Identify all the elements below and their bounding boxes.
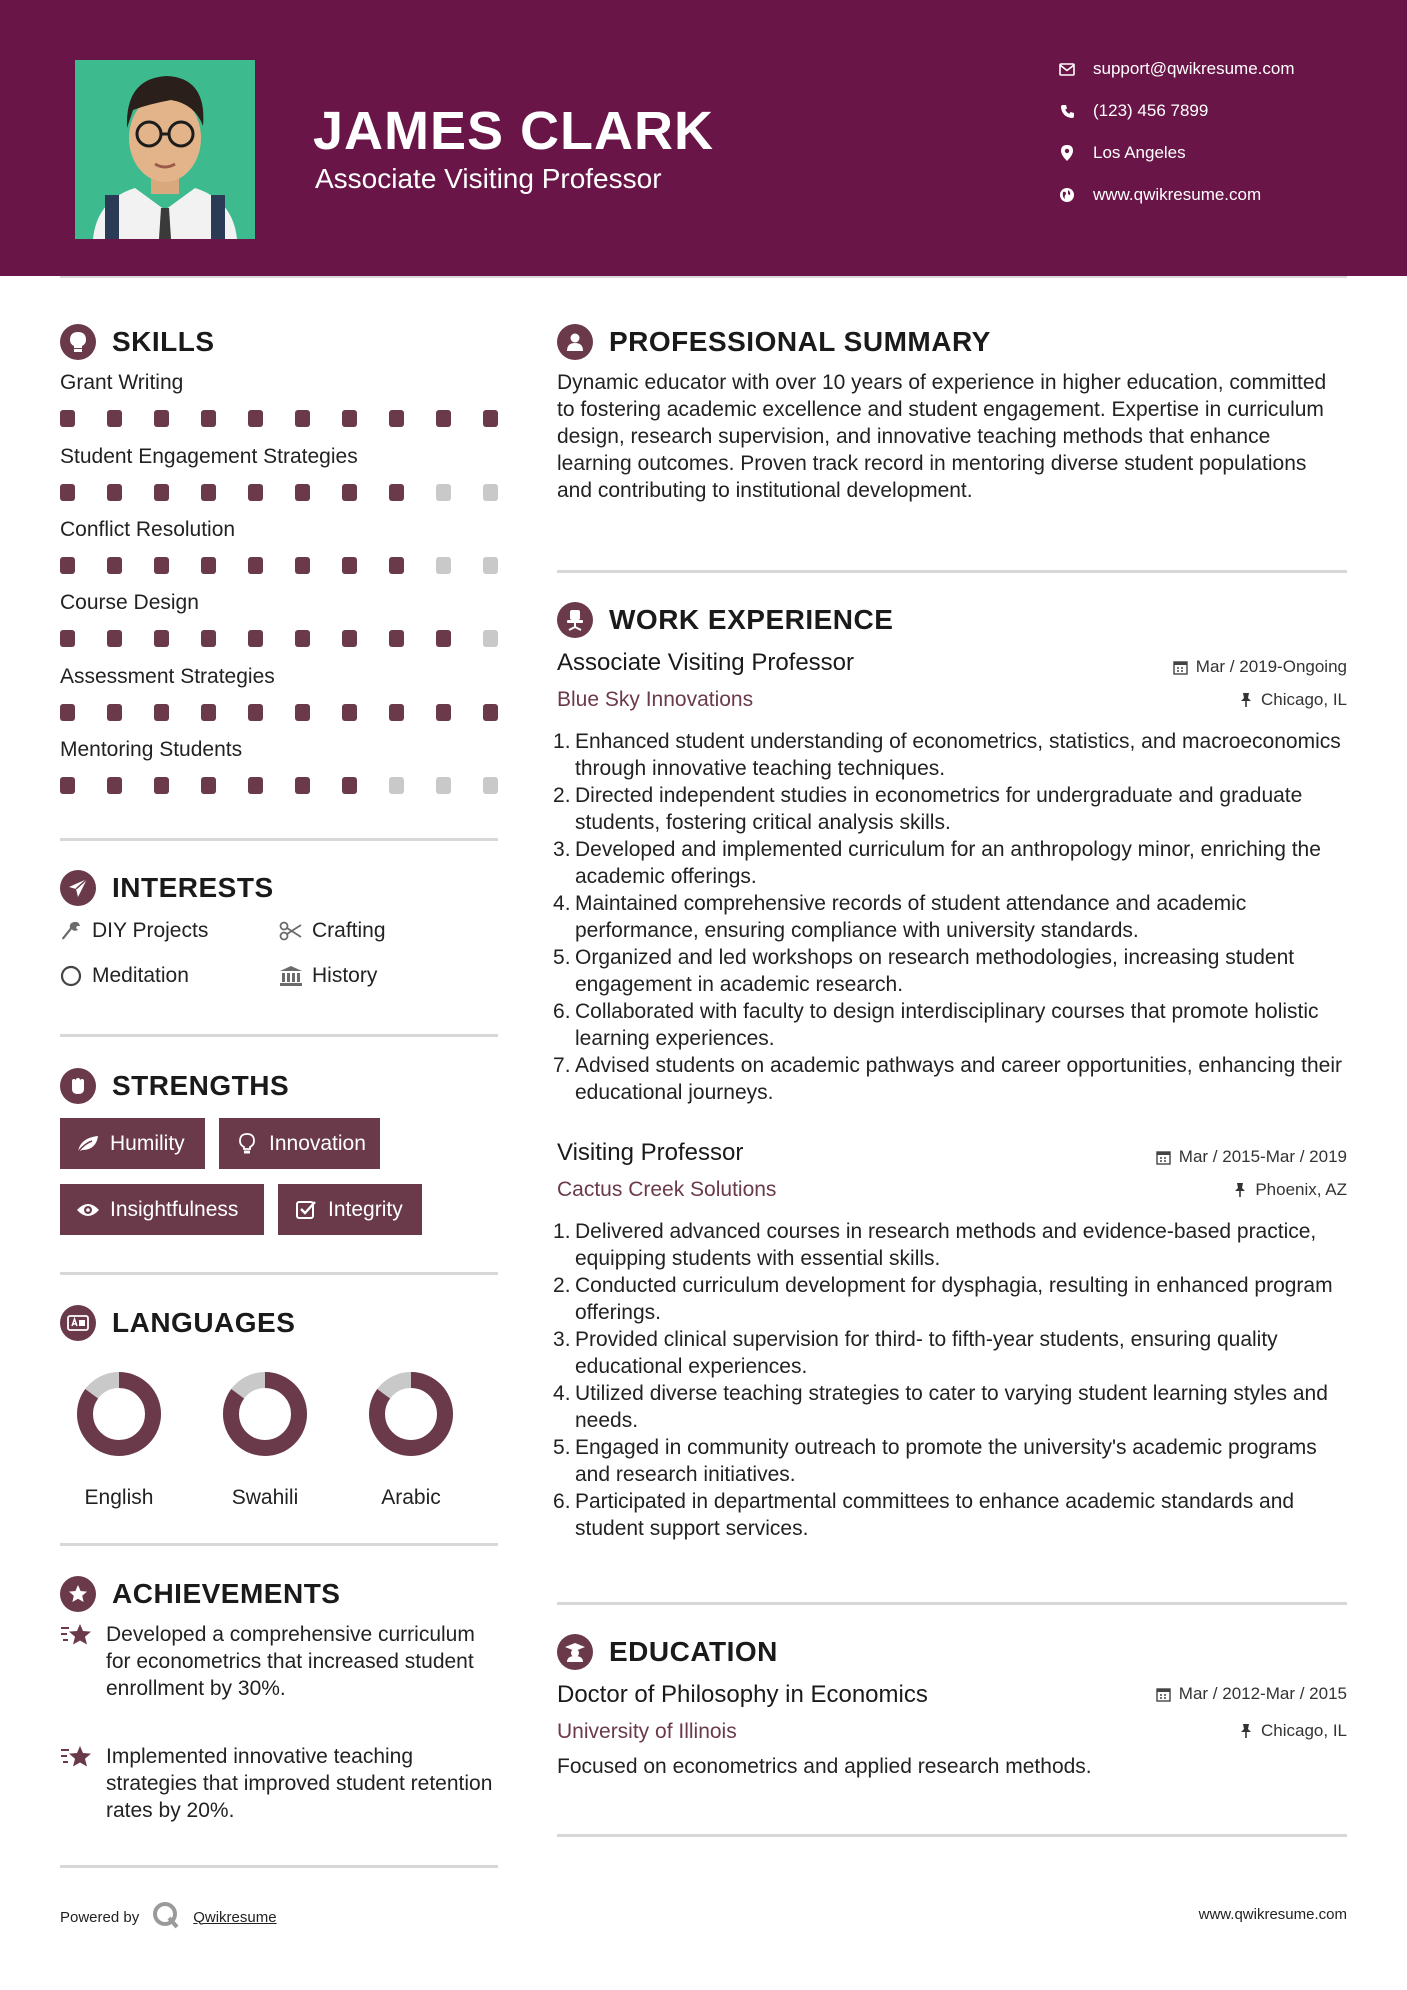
rating-dot-filled [295, 777, 310, 794]
language-icon [60, 1305, 96, 1341]
calendar-icon [1155, 1685, 1173, 1703]
rating-dot-filled [154, 484, 169, 501]
education-description: Focused on econometrics and applied research methods. [557, 1755, 1092, 1778]
graduate-icon [557, 1634, 593, 1670]
rating-dot-filled [248, 630, 263, 647]
section-divider [557, 1602, 1347, 1605]
rating-dot-filled [295, 630, 310, 647]
contact-phone[interactable] [1055, 96, 1385, 126]
contact-email[interactable] [1055, 54, 1385, 84]
museum-icon [278, 963, 304, 989]
calendar-icon [1155, 1148, 1173, 1166]
rating-dot-filled [60, 704, 75, 721]
rating-dot-filled [107, 410, 122, 427]
list-item: Engaged in community outreach to promote the university's academic programs and research initiatives. [575, 1436, 1317, 1486]
rating-dot-filled [107, 557, 122, 574]
rating-dot-filled [436, 410, 451, 427]
office-chair-icon [557, 602, 593, 638]
rating-dot-filled [295, 557, 310, 574]
rating-dot-filled [60, 484, 75, 501]
rating-dot-filled [107, 484, 122, 501]
rating-dot-filled [201, 704, 216, 721]
rating-dot-filled [60, 630, 75, 647]
rating-dot-filled [342, 484, 357, 501]
rating-dot-filled [60, 557, 75, 574]
job-responsibilities [557, 728, 1347, 1106]
header-divider [60, 276, 1347, 278]
scissors-icon [278, 918, 304, 944]
rating-dot-filled [107, 704, 122, 721]
list-item: Maintained comprehensive records of student attendance and academic performance, ensuring compliance with university standards. [575, 892, 1247, 942]
skill-grant-writing: Grant Writing [60, 371, 500, 427]
list-item: Developed and implemented curriculum for an anthropology minor, enriching the academic offerings. [575, 838, 1321, 888]
rating-dot-filled [60, 777, 75, 794]
job-dates: Mar / 2015-Mar / 2019 [1155, 1147, 1347, 1167]
section-divider [60, 1865, 498, 1868]
list-item: Delivered advanced courses in research methods and evidence-based practice, equipping students with essential skills. [575, 1220, 1317, 1270]
rating-dot-empty [436, 557, 451, 574]
achievements-heading: ACHIEVEMENTS [60, 1574, 340, 1614]
skill-rating [60, 704, 498, 721]
job-title: Visiting Professor [557, 1139, 744, 1166]
strength-insightfulness: Insightfulness [60, 1184, 264, 1235]
job-company: Blue Sky Innovations [557, 688, 754, 711]
pushpin-icon [1237, 691, 1255, 709]
lightbulb-icon [233, 1130, 261, 1158]
rating-dot-filled [389, 630, 404, 647]
language-swahili: Swahili [200, 1366, 330, 1510]
rating-dot-filled [201, 630, 216, 647]
language-level-ring [363, 1366, 459, 1462]
interests-heading: INTERESTS [60, 868, 274, 908]
footer-url[interactable]: www.qwikresume.com [1198, 1906, 1347, 1923]
wrench-icon [58, 918, 84, 944]
job-title: Associate Visiting Professor [557, 649, 855, 676]
achievement-item: Implemented innovative teaching strategies that improved student retention rates by 20%. [60, 1744, 500, 1824]
summary-text: Dynamic educator with over 10 years of experience in higher education, committed to fostering academic excellence and student engagement. Expertise in curriculum design, research supervision, and innovative teaching methods that enhance learning outcomes. Proven track record in mentoring diverse student populations and contributing to institutional development. [557, 371, 1327, 502]
rating-dot-filled [436, 630, 451, 647]
education-heading: EDUCATION [557, 1632, 778, 1672]
section-divider [60, 838, 498, 841]
rating-dot-filled [389, 410, 404, 427]
avatar [75, 60, 255, 239]
contact-website-text: www.qwikresume.com [1093, 185, 1262, 204]
list-item: Conducted curriculum development for dysphagia, resulting in enhanced program offerings. [575, 1274, 1333, 1324]
rating-dot-filled [342, 630, 357, 647]
rating-dot-filled [295, 704, 310, 721]
skill-rating [60, 557, 498, 574]
languages-heading: LANGUAGES [60, 1303, 295, 1343]
list-item: Organized and led workshops on research methodologies, increasing student engagement in academic research. [575, 946, 1295, 996]
rating-dot-empty [436, 777, 451, 794]
rating-dot-empty [483, 557, 498, 574]
contact-location-text: Los Angeles [1093, 143, 1186, 162]
skill-rating [60, 777, 498, 794]
education-location: Chicago, IL [1237, 1721, 1347, 1741]
list-item: Provided clinical supervision for third- to fifth-year students, ensuring quality educational experiences. [575, 1328, 1278, 1378]
list-item: Enhanced student understanding of econometrics, statistics, and macroeconomics through innovative teaching techniques. [575, 730, 1341, 780]
rating-dot-filled [60, 410, 75, 427]
lightbulb-icon [60, 324, 96, 360]
pushpin-icon [1237, 1722, 1255, 1740]
rating-dot-filled [389, 557, 404, 574]
rating-dot-filled [154, 704, 169, 721]
job-company: Cactus Creek Solutions [557, 1178, 777, 1201]
section-divider [60, 1034, 498, 1037]
strength-innovation: Innovation [219, 1118, 380, 1169]
language-arabic: Arabic [346, 1366, 476, 1510]
rating-dot-filled [295, 410, 310, 427]
section-divider [557, 1834, 1347, 1837]
qwikresume-link[interactable]: Qwikresume [193, 1908, 277, 1926]
skill-conflict-resolution: Conflict Resolution [60, 518, 500, 574]
job-location: Chicago, IL [1237, 690, 1347, 710]
rating-dot-filled [248, 484, 263, 501]
rating-dot-filled [154, 777, 169, 794]
interest-diy-projects: DIY Projects [58, 916, 208, 946]
interest-meditation: Meditation [58, 961, 189, 991]
rating-dot-filled [201, 410, 216, 427]
job-responsibilities [557, 1218, 1347, 1542]
contact-phone-text: (123) 456 7899 [1093, 101, 1209, 120]
checkbox-icon [292, 1196, 320, 1224]
qwikresume-logo-icon [151, 1900, 181, 1934]
rating-dot-filled [389, 704, 404, 721]
skills-heading: SKILLS [60, 322, 215, 362]
circle-icon [58, 963, 84, 989]
school-name: University of Illinois [557, 1720, 737, 1743]
user-icon [557, 324, 593, 360]
rating-dot-filled [248, 777, 263, 794]
achievement-item: Developed a comprehensive curriculum for econometrics that increased student enrollment by 30%. [60, 1622, 500, 1702]
rating-dot-filled [295, 484, 310, 501]
fist-icon [60, 1068, 96, 1104]
interest-history: History [278, 961, 377, 991]
rating-dot-empty [483, 777, 498, 794]
education-dates: Mar / 2012-Mar / 2015 [1155, 1684, 1347, 1704]
interest-crafting: Crafting [278, 916, 386, 946]
rating-dot-empty [483, 484, 498, 501]
rating-dot-filled [107, 630, 122, 647]
rating-dot-filled [201, 557, 216, 574]
experience-heading: WORK EXPERIENCE [557, 600, 893, 640]
rating-dot-filled [342, 557, 357, 574]
language-level-ring [71, 1366, 167, 1462]
contact-email-text: support@qwikresume.com [1093, 59, 1295, 78]
strength-humility: Humility [60, 1118, 205, 1169]
strengths-heading: STRENGTHS [60, 1066, 289, 1106]
candidate-title: Associate Visiting Professor [315, 163, 662, 194]
map-pin-icon [1055, 141, 1079, 165]
profile-photo [75, 60, 255, 239]
skill-mentoring-students: Mentoring Students [60, 738, 500, 794]
rating-dot-filled [342, 410, 357, 427]
list-item: Collaborated with faculty to design interdisciplinary courses that promote holistic learning experiences. [575, 1000, 1319, 1050]
rating-dot-filled [201, 777, 216, 794]
language-english: English [54, 1366, 184, 1510]
rating-dot-filled [248, 410, 263, 427]
phone-icon [1055, 99, 1079, 123]
rating-dot-filled [107, 777, 122, 794]
rating-dot-empty [436, 484, 451, 501]
strength-integrity: Integrity [278, 1184, 422, 1235]
pushpin-icon [1231, 1181, 1249, 1199]
rating-dot-filled [248, 557, 263, 574]
star-icon [60, 1744, 92, 1774]
list-item: Participated in departmental committees to enhance academic standards and student support services. [575, 1490, 1295, 1540]
rating-dot-filled [483, 704, 498, 721]
globe-icon [1055, 183, 1079, 207]
candidate-name: JAMES CLARK [313, 101, 715, 161]
section-divider [60, 1543, 498, 1546]
list-item: Utilized diverse teaching strategies to cater to varying student learning styles and needs. [575, 1382, 1328, 1432]
leaf-icon [74, 1130, 102, 1158]
rating-dot-filled [154, 410, 169, 427]
star-icon [60, 1622, 92, 1652]
rating-dot-filled [248, 704, 263, 721]
skill-course-design: Course Design [60, 591, 500, 647]
summary-heading: PROFESSIONAL SUMMARY [557, 322, 991, 362]
paper-plane-icon [60, 870, 96, 906]
job-location: Phoenix, AZ [1231, 1180, 1347, 1200]
skill-rating [60, 410, 498, 427]
envelope-icon [1055, 57, 1079, 81]
star-badge-icon [60, 1576, 96, 1612]
rating-dot-filled [201, 484, 216, 501]
degree-title: Doctor of Philosophy in Economics [557, 1681, 928, 1708]
skill-rating [60, 484, 498, 501]
rating-dot-filled [483, 410, 498, 427]
eye-icon [74, 1196, 102, 1224]
skill-assessment-strategies: Assessment Strategies [60, 665, 500, 721]
rating-dot-filled [342, 704, 357, 721]
resume-header [0, 0, 1407, 276]
rating-dot-filled [342, 777, 357, 794]
rating-dot-filled [154, 630, 169, 647]
rating-dot-empty [483, 630, 498, 647]
rating-dot-filled [389, 484, 404, 501]
rating-dot-filled [436, 704, 451, 721]
contact-website[interactable] [1055, 180, 1385, 210]
list-item: Advised students on academic pathways and career opportunities, enhancing their educational journeys. [575, 1054, 1342, 1104]
contact-location [1055, 138, 1385, 168]
rating-dot-empty [389, 777, 404, 794]
skill-student-engagement: Student Engagement Strategies [60, 445, 500, 501]
skill-rating [60, 630, 498, 647]
section-divider [557, 570, 1347, 573]
list-item: Directed independent studies in econometrics for undergraduate and graduate students, fostering critical analysis skills. [575, 784, 1303, 834]
powered-by: Powered by Qwikresume [60, 1900, 277, 1934]
language-level-ring [217, 1366, 313, 1462]
section-divider [60, 1272, 498, 1275]
calendar-icon [1172, 658, 1190, 676]
job-dates: Mar / 2019-Ongoing [1172, 657, 1347, 677]
rating-dot-filled [154, 557, 169, 574]
